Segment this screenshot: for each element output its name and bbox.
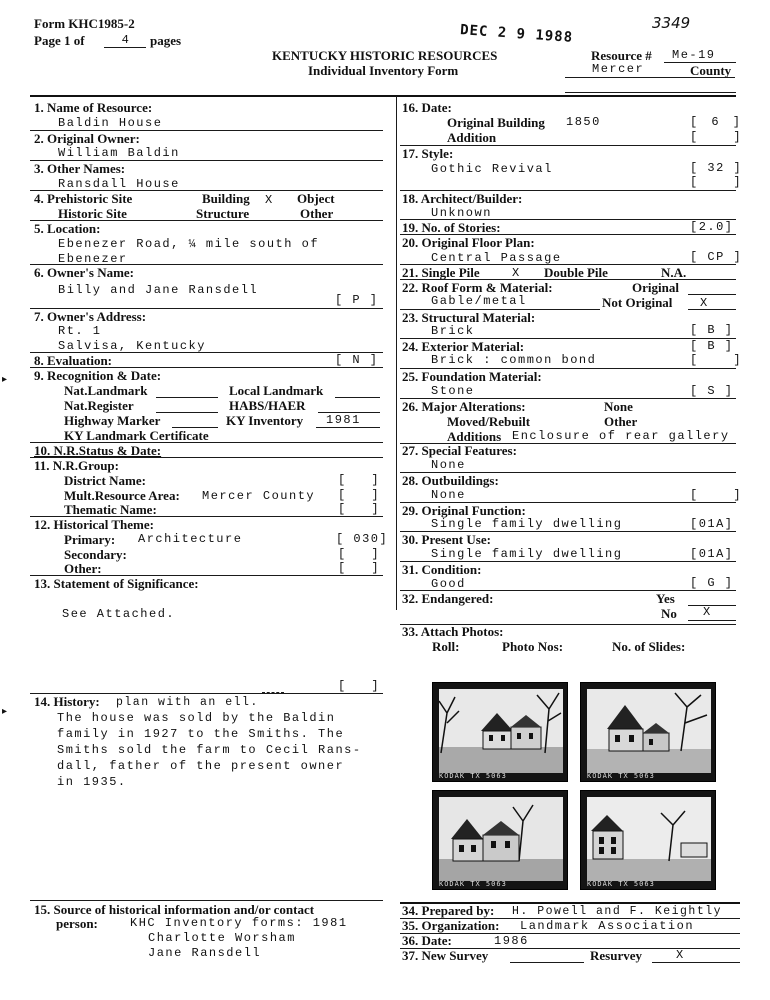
field-35-label: 35. Organization: (402, 918, 500, 933)
field-3-value: Ransdall House (58, 177, 180, 191)
field-12-other-code: [ ] (338, 561, 381, 575)
resource-number-value: Me-19 (672, 48, 716, 62)
field-17-code-2: [ ] (690, 175, 743, 189)
field-18-value: Unknown (431, 206, 492, 220)
field-20-label: 20. Original Floor Plan: (402, 235, 535, 250)
field-20-code: [ CP ] (690, 250, 743, 264)
field-14-label: 14. History: (34, 694, 100, 709)
field-31-value: Good (431, 577, 466, 591)
field-32-label: 32. Endangered: (402, 591, 494, 606)
field-4-structure: Structure (196, 206, 250, 221)
house-photo-3 (432, 790, 568, 890)
photo-2-caption: KODAK TX 5063 (587, 772, 655, 780)
field-22-not-original: Not Original (602, 295, 673, 310)
field-10-label: 10. N.R.Status & Date: (34, 443, 162, 458)
field-37-resurvey: Resurvey (590, 948, 642, 963)
field-4-label: 4. Prehistoric Site (34, 191, 133, 206)
field-5-value-1: Ebenezer Road, ¼ mile south of (58, 237, 320, 251)
field-24-code-2: [ ] (690, 353, 743, 367)
field-26-none: None (604, 399, 633, 414)
photo-4-caption: KODAK TX 5063 (587, 880, 655, 888)
field-9-habs: HABS/HAER (229, 398, 306, 413)
field-23-label: 23. Structural Material: (402, 310, 536, 325)
field-6-code: [ P ] (335, 293, 379, 307)
field-29-label: 29. Original Function: (402, 503, 526, 518)
field-12-other: Other: (64, 561, 102, 576)
field-17-label: 17. Style: (402, 146, 454, 161)
field-12-secondary: Secondary: (64, 547, 127, 562)
field-12-primary-value: Architecture (138, 532, 243, 546)
field-36-label: 36. Date: (402, 933, 452, 948)
field-33-slides: No. of Slides: (612, 639, 686, 654)
field-15-label: 15. Source of historical information and/or contact (34, 902, 315, 917)
photo-3-caption: KODAK TX 5063 (439, 880, 507, 888)
field-11-thematic: Thematic Name: (64, 502, 157, 517)
field-36-value: 1986 (494, 934, 529, 948)
field-15-person: person: (56, 916, 98, 931)
field-15-line-3: Jane Ransdell (148, 946, 262, 960)
field-19-code: [2.0] (690, 220, 734, 234)
house-photo-1 (432, 682, 568, 782)
field-5-label: 5. Location: (34, 221, 101, 236)
field-26-label: 26. Major Alterations: (402, 399, 526, 414)
form-number: Form KHC1985-2 (34, 16, 135, 31)
field-21-double-pile: Double Pile (544, 265, 608, 280)
field-29-code: [01A] (690, 517, 734, 531)
field-16-original-building: Original Building (447, 115, 545, 130)
field-30-label: 30. Present Use: (402, 532, 491, 547)
field-24-code: [ B ] (690, 339, 734, 353)
field-34-value: H. Powell and F. Keightly (512, 905, 723, 918)
field-22-mark: X (700, 296, 709, 310)
field-26-moved: Moved/Rebuilt (447, 414, 531, 429)
field-30-value: Single family dwelling (431, 547, 623, 561)
field-4-building: Building (202, 191, 250, 206)
field-25-value: Stone (431, 384, 475, 398)
field-16-label: 16. Date: (402, 100, 452, 115)
field-28-label: 28. Outbuildings: (402, 473, 499, 488)
field-4-object: Object (297, 191, 335, 206)
field-33-photo-nos: Photo Nos: (502, 639, 564, 654)
field-12-primary-code: [ 030] (336, 532, 389, 546)
field-11-mult-resource: Mult.Resource Area: (64, 488, 180, 503)
field-7-value-2: Salvisa, Kentucky (58, 339, 206, 353)
field-24-label: 24. Exterior Material: (402, 339, 525, 354)
field-32-no: No (661, 606, 677, 621)
field-21-na: N.A. (661, 265, 687, 280)
field-19-label: 19. No. of Stories: (402, 220, 501, 235)
page-count-prefix: Page 1 of (34, 33, 85, 48)
field-4-historic: Historic Site (58, 206, 127, 221)
field-30-code: [01A] (690, 547, 734, 561)
field-2-label: 2. Original Owner: (34, 131, 140, 146)
field-37-mark: X (676, 948, 685, 962)
field-12-primary: Primary: (64, 532, 116, 547)
field-29-value: Single family dwelling (431, 517, 623, 531)
field-15-line-1: KHC Inventory forms: 1981 (130, 916, 348, 930)
house-photo-4 (580, 790, 716, 890)
field-16-addition-code: [ ] (690, 130, 743, 144)
field-14-line-6: in 1935. (57, 775, 127, 789)
field-14-line-3: family in 1927 to the Smiths. The (57, 727, 345, 741)
field-9-ky-certificate: KY Landmark Certificate (64, 428, 209, 443)
field-3-label: 3. Other Names: (34, 161, 126, 176)
field-32-yes: Yes (656, 591, 675, 606)
field-26-additions: Additions (447, 429, 502, 444)
field-22-original: Original (632, 280, 679, 295)
field-14-line-5: dall, father of the present owner (57, 759, 345, 773)
field-11-label: 11. N.R.Group: (34, 458, 119, 473)
resource-number-label: Resource # (591, 48, 652, 63)
margin-mark-2: ▸ (2, 706, 8, 717)
field-34-label: 34. Prepared by: (402, 903, 495, 918)
field-25-label: 25. Foundation Material: (402, 369, 542, 384)
field-33-roll: Roll: (432, 639, 460, 654)
field-22-label: 22. Roof Form & Material: (402, 280, 553, 295)
field-26-additions-value: Enclosure of rear gallery (512, 429, 730, 443)
field-4-mark: X (265, 193, 274, 207)
field-1-label: 1. Name of Resource: (34, 100, 153, 115)
field-9-ky-inventory-value: 1981 (326, 413, 361, 427)
field-17-value: Gothic Revival (431, 162, 553, 176)
field-9-local-landmark: Local Landmark (229, 383, 324, 398)
field-9-ky-inventory: KY Inventory (226, 413, 304, 428)
field-20-value: Central Passage (431, 251, 562, 265)
field-13-code: [ ] (338, 679, 381, 693)
field-37-label: 37. New Survey (402, 948, 489, 963)
field-35-value: Landmark Association (520, 919, 695, 933)
house-photo-2 (580, 682, 716, 782)
field-22-value: Gable/metal (431, 294, 527, 308)
field-9-nat-register: Nat.Register (64, 398, 134, 413)
field-33-label: 33. Attach Photos: (402, 624, 504, 639)
field-6-value: Billy and Jane Ransdell (58, 283, 259, 297)
form-subtitle: Individual Inventory Form (308, 63, 459, 78)
field-11-district: District Name: (64, 473, 146, 488)
field-8-label: 8. Evaluation: (34, 353, 113, 368)
field-27-value: None (431, 458, 466, 472)
field-16-addition: Addition (447, 130, 497, 145)
field-9-label: 9. Recognition & Date: (34, 368, 162, 383)
field-15-line-2: Charlotte Worsham (148, 931, 296, 945)
field-32-mark: X (703, 605, 712, 619)
field-31-code: [ G ] (690, 576, 734, 590)
field-8-code: [ N ] (335, 353, 379, 367)
field-24-value: Brick : common bond (431, 353, 597, 367)
field-11-thematic-code: [ ] (338, 502, 381, 516)
field-11-mult-resource-value: Mercer County (202, 489, 316, 503)
county-label: County (690, 63, 732, 78)
field-13-value: See Attached. (62, 607, 176, 621)
field-11-district-code: [ ] (338, 473, 381, 487)
field-31-label: 31. Condition: (402, 562, 482, 577)
field-18-label: 18. Architect/Builder: (402, 191, 523, 206)
field-26-other: Other (604, 414, 638, 429)
field-14-line-1: plan with an ell. (116, 696, 259, 709)
field-4-other: Other (300, 206, 334, 221)
field-12-secondary-code: [ ] (338, 547, 381, 561)
field-2-value: William Baldin (58, 146, 180, 160)
field-1-value: Baldin House (58, 116, 163, 130)
form-title: KENTUCKY HISTORIC RESOURCES (272, 48, 498, 63)
field-14-line-2: The house was sold by the Baldin (57, 711, 336, 725)
field-9-highway-marker: Highway Marker (64, 413, 161, 428)
field-28-value: None (431, 488, 466, 502)
margin-mark-1: ▸ (2, 374, 8, 385)
field-28-code: [ ] (690, 488, 743, 502)
field-12-label: 12. Historical Theme: (34, 517, 154, 532)
field-7-label: 7. Owner's Address: (34, 309, 147, 324)
field-21-mark: X (512, 266, 521, 280)
field-11-mult-code: [ ] (338, 488, 381, 502)
page-total: 4 (121, 33, 131, 47)
field-25-code: [ S ] (690, 384, 734, 398)
received-date-stamp: DEC 2 9 1988 (459, 22, 574, 46)
field-23-value: Brick (431, 324, 475, 338)
field-16-original-code: [ 6 ] (690, 115, 742, 129)
field-16-original-value: 1850 (566, 115, 601, 129)
field-6-label: 6. Owner's Name: (34, 265, 135, 280)
field-9-nat-landmark: Nat.Landmark (64, 383, 148, 398)
field-17-code: [ 32 ] (690, 161, 743, 175)
photo-1-caption: KODAK TX 5063 (439, 772, 507, 780)
field-5-value-2: Ebenezer (58, 252, 128, 266)
county-value: Mercer (592, 62, 645, 76)
page-count-suffix: pages (150, 33, 182, 48)
field-23-code: [ B ] (690, 323, 734, 337)
field-27-label: 27. Special Features: (402, 443, 517, 458)
field-14-line-4: Smiths sold the farm to Cecil Rans- (57, 743, 362, 757)
handwritten-number: 3349 (652, 14, 691, 32)
field-13-label: 13. Statement of Significance: (34, 576, 199, 591)
field-21-label: 21. Single Pile (402, 265, 480, 280)
field-7-value-1: Rt. 1 (58, 324, 102, 338)
